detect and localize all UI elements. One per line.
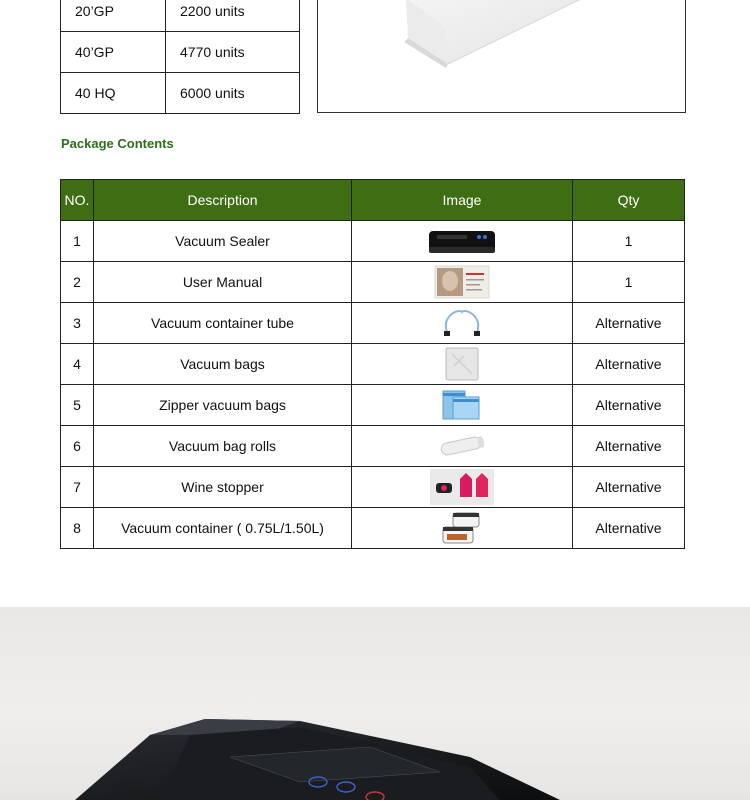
- row-image: [352, 221, 573, 262]
- carton-image: [317, 0, 686, 113]
- row-qty: Alternative: [573, 303, 685, 344]
- row-no: 5: [61, 385, 94, 426]
- container-qty: 4770 units: [166, 32, 300, 73]
- row-image: [352, 344, 573, 385]
- row-qty: Alternative: [573, 344, 685, 385]
- row-description: Vacuum Sealer: [94, 221, 352, 262]
- wine-stopper-icon: [430, 469, 494, 505]
- container-type: 40’GP: [61, 32, 166, 73]
- container-loading-table: [60, 0, 300, 114]
- row-image: [352, 262, 573, 303]
- row-qty: Alternative: [573, 467, 685, 508]
- row-no: 2: [61, 262, 94, 303]
- table-row: [61, 385, 685, 426]
- table-row: [61, 344, 685, 385]
- row-description: Vacuum bags: [94, 344, 352, 385]
- table-row: [61, 262, 685, 303]
- row-qty: Alternative: [573, 385, 685, 426]
- package-contents-table: [60, 179, 685, 549]
- row-no: 6: [61, 426, 94, 467]
- row-no: 4: [61, 344, 94, 385]
- row-description: Vacuum container tube: [94, 303, 352, 344]
- table-row: [61, 467, 685, 508]
- row-image: [352, 385, 573, 426]
- table-header-row: [61, 180, 685, 221]
- row-qty: 1: [573, 262, 685, 303]
- table-row: [61, 32, 300, 73]
- row-description: Vacuum container ( 0.75L/1.50L): [94, 508, 352, 549]
- table-row: [61, 73, 300, 114]
- container-qty: 6000 units: [166, 73, 300, 114]
- tube-icon: [439, 306, 485, 340]
- package-contents-title: Package Contents: [61, 136, 174, 151]
- col-header-no: NO.: [61, 180, 94, 221]
- row-description: User Manual: [94, 262, 352, 303]
- row-qty: Alternative: [573, 508, 685, 549]
- container-type: 40 HQ: [61, 73, 166, 114]
- row-qty: 1: [573, 221, 685, 262]
- row-no: 7: [61, 467, 94, 508]
- col-header-qty: Qty: [573, 180, 685, 221]
- row-image: [352, 467, 573, 508]
- row-no: 3: [61, 303, 94, 344]
- row-no: 1: [61, 221, 94, 262]
- table-row: [61, 303, 685, 344]
- row-qty: Alternative: [573, 426, 685, 467]
- row-image: [352, 508, 573, 549]
- table-row: [61, 221, 685, 262]
- vacuum-container-icon: [439, 509, 485, 547]
- zipper-bag-icon: [439, 387, 485, 423]
- table-row: [61, 426, 685, 467]
- table-row: [61, 0, 300, 32]
- row-description: Vacuum bag rolls: [94, 426, 352, 467]
- container-type: 20’GP: [61, 0, 166, 32]
- vacuum-bag-icon: [442, 346, 482, 382]
- vacuum-sealer-icon: [427, 225, 497, 257]
- col-header-description: Description: [94, 180, 352, 221]
- col-header-image: Image: [352, 180, 573, 221]
- row-image: [352, 303, 573, 344]
- row-description: Zipper vacuum bags: [94, 385, 352, 426]
- table-row: [61, 508, 685, 549]
- row-no: 8: [61, 508, 94, 549]
- user-manual-icon: [434, 265, 490, 299]
- product-photo-banner: [0, 607, 750, 800]
- bag-roll-icon: [437, 431, 487, 461]
- container-qty: 2200 units: [166, 0, 300, 32]
- row-image: [352, 426, 573, 467]
- row-description: Wine stopper: [94, 467, 352, 508]
